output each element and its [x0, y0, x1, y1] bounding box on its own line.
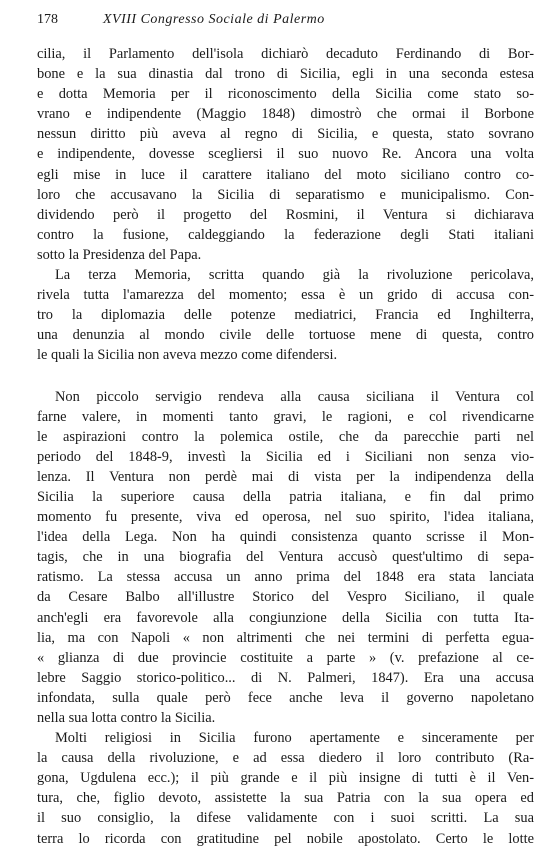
text-line: loro che accusavano la Sicilia di separatismo e municipalismo. Con- [37, 186, 534, 203]
paragraph-p2 [37, 265, 534, 365]
text-line: la causa della rivoluzione, e ad essa diedero il loro contributo (Ra- [37, 750, 534, 767]
text-line: nessun diritto più aveva al regno di Sicilia, e questa, stato sovrano [37, 126, 534, 143]
text-line: da Cesare Balbo all'illustre Storico del Vespro Siciliano, il quale [37, 589, 534, 606]
text-line: rivela tutta l'amarezza del momento; essa è un grido di accusa con- [37, 287, 534, 304]
text-line: sotto la Presidenza del Papa. [37, 246, 202, 263]
text-line: periodo del 1848-9, investì la Sicilia ed i Siciliani non senza vio- [37, 448, 534, 465]
text-line: infondata, sulla quale però fece anche leva il governo napoletano [37, 689, 534, 706]
text-line: anch'egli era favorevole alla congiunzione della Sicilia con tutta Ita- [37, 609, 534, 626]
text-line: il suo consiglio, la difese validamente con i suoi scritti. La sua [37, 810, 534, 827]
text-line: cilia, il Parlamento dell'isola dichiarò decaduto Ferdinando di Bor- [37, 46, 534, 62]
text-line: bone e la sua dinastia dal trono di Sicilia, egli in una seconda estesa [37, 66, 534, 83]
text-line: dividendo però il progetto del Rosmini, il Ventura si dichiarava [37, 206, 534, 223]
text-line: gona, Ugdulena ecc.); il più grande e il più insigne di tutti è il Ven- [37, 770, 534, 787]
text-line: Non piccolo servigio rendeva alla causa siciliana il Ventura col [55, 388, 534, 405]
paragraph-gap [37, 366, 534, 387]
running-header [37, 12, 534, 34]
text-line: momento fu presente, viva ed operosa, nel suo spirito, l'idea italiana, [37, 509, 534, 526]
text-line: lenza. Il Ventura non perdè mai di vista per la indipendenza della [37, 468, 534, 485]
text-line: La terza Memoria, scritta quando già la rivoluzione pericolava, [55, 267, 534, 284]
text-line: tagis, che in una biografia del Ventura accusò quest'ultimo di sepa- [37, 549, 534, 566]
text-line: vrano e indipendente (Maggio 1848) dimostrò che ormai il Borbone [37, 106, 534, 123]
text-line: terra lo ricorda con gratitudine pel nobile apostolato. Certo le lotte [37, 830, 534, 847]
text-line: lia, ma con Napoli « non altrimenti che nei termini di perfetta egua- [37, 629, 534, 646]
text-line: contro la fusione, caldeggiando la federazione degli Stati italiani [37, 226, 534, 243]
text-line: e dotta Memoria per il riconoscimento della Sicilia come stato so- [37, 86, 534, 103]
text-line: l'idea della Lega. Non ha quindi consistenza quanto scrisse il Mon- [37, 529, 534, 546]
text-line: Molti religiosi in Sicilia furono apertamente e sinceramente per [55, 730, 534, 747]
text-line: una denunzia al mondo civile delle tortuose mene di questa, contro [37, 327, 534, 344]
text-line: e indipendente, dovesse scegliersi il suo nuovo Re. Ancora una volta [37, 146, 534, 163]
text-line: tura, che, figlio devoto, assistette la sua Patria con la sua opera ed [37, 790, 534, 807]
paragraph-p1 [37, 44, 534, 265]
text-line: le aspirazioni contro la polemica ostile, che da parecchie parti nel [37, 428, 534, 445]
text-line: « glianza di due provincie costituite a parte » (v. prefazione al ce- [37, 649, 534, 666]
paragraph-p3 [37, 387, 534, 729]
text-line: Sicilia la superiore causa della patria italiana, e fin dal primo [37, 488, 534, 505]
text-line: nella sua lotta contro la Sicilia. [37, 710, 216, 726]
text-line: egli mise in luce il carattere italiano del moto siciliano contro co- [37, 166, 534, 183]
text-line: farne valere, in momenti tanto gravi, le ragioni, e col rivendicarne [37, 408, 534, 425]
paragraph-p4 [37, 728, 534, 849]
page-number: 178 [37, 12, 58, 27]
text-line: lebre Saggio storico-politico... di N. Palmeri, 1847). Era una accusa [37, 669, 534, 686]
text-line: le quali la Sicilia non aveva mezzo come difendersi. [37, 347, 338, 364]
text-line: tro la diplomazia delle potenze mediatrici, Francia ed Inghilterra, [37, 307, 534, 324]
body-text [37, 44, 534, 849]
running-title: XVIII Congresso Sociale di Palermo [103, 12, 325, 27]
text-line: ratismo. La stessa accusa un anno prima del 1848 era stata lanciata [37, 569, 534, 586]
